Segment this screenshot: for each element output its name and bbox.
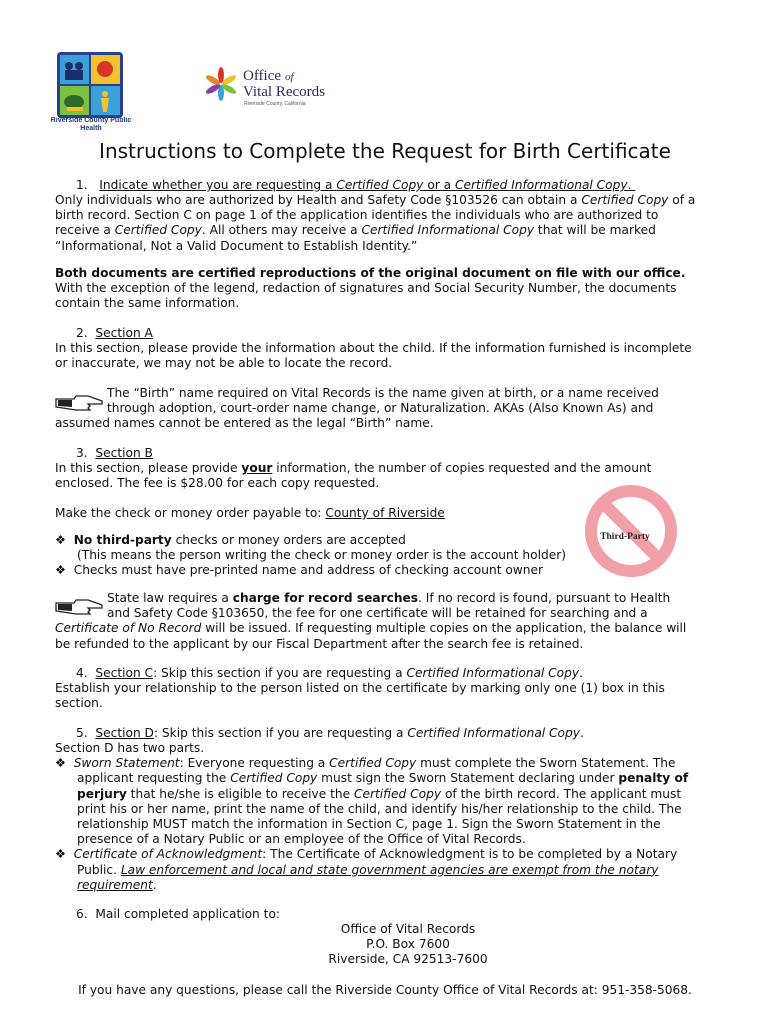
bullet-icon: ❖ (55, 847, 66, 862)
section-6-heading: 6. Mail completed application to: (76, 907, 281, 921)
section-4-heading: 4. Section C: Skip this section if you are requesting a Certified Informational Copy. (76, 666, 583, 680)
office-logo-line3: Riverside County, California (244, 101, 306, 107)
footer-contact: If you have any questions, please call the Riverside County Office of Vital Records at: 951-358-5068. (78, 983, 692, 997)
office-logo-line1: Office (243, 68, 282, 84)
section-1-body: Only individuals who are authorized by Health and Safety Code §103526 can obtain a Certified Copy of a birth record. Section C on page 1 of the application identifies the individuals who are authorized to receive a Certified Copy. All others may receive a Certified Informational Copy that will be marked “Informational, Not a Valid Document to Establish Identity.” (55, 193, 696, 253)
office-logo-of: of (285, 71, 294, 83)
county-logo-caption: Riverside County Public Health (50, 117, 132, 131)
section-4-body: Establish your relationship to the person listed on the certificate by marking only one (1) box in this section. (55, 681, 665, 711)
bullet-icon: ❖ (55, 563, 66, 578)
search-fee-note: State law requires a charge for record searches. If no record is found, pursuant to Health and Safety Code §103650, the fee for one certificate will be retained for searching and a Certificate of No Record will be issued. If requesting multiple copies on the application, the balance will be refunded to the applicant by our Fiscal Department after the search fee is retained. (55, 591, 687, 651)
county-public-health-logo (57, 52, 123, 118)
section-3-body: In this section, please provide your information, the number of copies requested and the amount enclosed. The fee is $28.00 for each copy requested. (55, 461, 652, 491)
section-1-heading: 1. Indicate whether you are requesting a Certified Copy or a Certified Informational Copy. (76, 178, 632, 192)
page-title: Instructions to Complete the Request for Birth Certificate (99, 139, 671, 163)
bullet-icon: ❖ (55, 533, 66, 547)
section-3-heading: 3. Section B (76, 446, 153, 460)
office-logo-line2: Vital Records (243, 84, 325, 100)
section-2-heading: 2. Section A (76, 326, 153, 340)
section-5-heading: 5. Section D: Skip this section if you are requesting a Certified Informational Copy. (76, 726, 584, 740)
payable-line: Make the check or money order payable to: County of Riverside (55, 506, 445, 520)
payment-bullets: ❖ No third-party checks or money orders are accepted (This means the person writing the check or money order is the account holder) ❖ Checks must have pre-printed name and address of checking account owner (55, 533, 566, 578)
bullet-icon: ❖ (55, 756, 66, 771)
section-2-body: In this section, please provide the information about the child. If the information furnished is incomplete or inaccurate, we may not be able to locate the record. (55, 341, 692, 371)
office-vital-records-logo (205, 66, 345, 110)
mailing-address: Office of Vital Records P.O. Box 7600 Riverside, CA 92513-7600 (328, 922, 488, 967)
section-1-body-2: Both documents are certified reproductions of the original document on file with our office. With the exception of the legend, redaction of signatures and Social Security Number, the documents contain the same information. (55, 266, 686, 311)
stamp-label: Third-Party (600, 532, 650, 542)
birth-name-note: The “Birth” name required on Vital Records is the name given at birth, or a name received through adoption, court-order name change, or Naturalization. AKAs (Also Known As) and assumed names cannot be entered as the legal “Birth” name. (55, 386, 659, 431)
section-5-body: Section D has two parts. ❖ Sworn Statement: Everyone requesting a Certified Copy must complete the Sworn Statement. The applicant requesting the Certified Copy must sign the Sworn Statement declaring under penalty of perjury that he/she is eligible to receive the Certified Copy of the birth record. The applicant must print his or her name, print the name of the child, and identify his/her relationship to the child. The relationship MUST match the information in Section C, page 1. Sign the Sworn Statement in the presence of a Notary Public or an employee of the Office of Vital Records. ❖ Certificate of Acknowledgment: The Certificate of Acknowledgment is to be completed by a Notary Public. Law enforcement and local and state government agencies are exempt from the notary requirement. (55, 741, 689, 892)
